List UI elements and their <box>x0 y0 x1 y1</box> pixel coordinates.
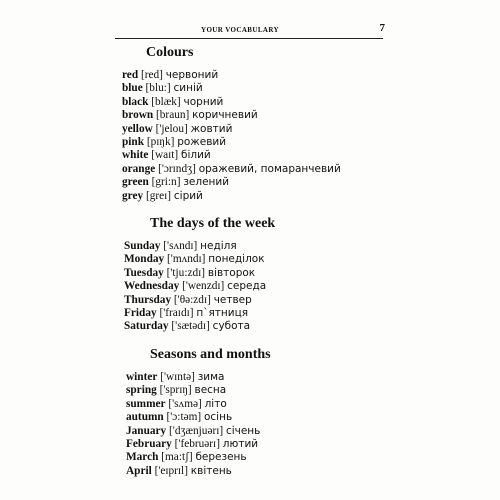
vocab-entry <box>124 307 248 320</box>
page-number: 7 <box>379 22 385 34</box>
entry-translation: рожевий <box>177 136 227 148</box>
entry-transcription: ['ɔ:təm] <box>166 411 202 424</box>
vocab-entry <box>126 371 224 384</box>
entry-transcription: [braun] <box>156 109 190 122</box>
entry-word: Friday <box>124 307 157 319</box>
vocab-entry <box>124 294 252 307</box>
entry-translation: червоний <box>165 69 219 81</box>
entry-transcription: [waɪt] <box>151 149 179 162</box>
entry-word: red <box>122 69 139 81</box>
vocab-entry <box>124 253 265 266</box>
entry-translation: синій <box>173 82 203 95</box>
entry-transcription: ['ɔrɪndʒ] <box>158 162 196 175</box>
entry-transcription: ['sprɪŋ] <box>159 384 192 397</box>
entry-translation: зима <box>197 371 225 383</box>
vocab-entry <box>122 109 258 122</box>
section-title-seasons: Seasons and months <box>150 347 271 362</box>
entry-word: winter <box>126 371 158 383</box>
entry-word: pink <box>122 136 144 148</box>
entry-word: February <box>126 438 172 450</box>
entry-word: yellow <box>122 122 153 135</box>
entry-word: black <box>122 95 149 108</box>
vocab-entry <box>122 96 223 109</box>
entry-translation: жовтий <box>190 122 233 135</box>
entry-word: grey <box>122 189 144 202</box>
entry-transcription: ['tju:zdɪ] <box>166 266 206 279</box>
entry-translation: чорний <box>183 95 224 108</box>
entry-word: March <box>126 451 159 464</box>
entry-translation: весна <box>194 384 227 397</box>
section-title-days: The days of the week <box>150 216 276 231</box>
entry-translation: оражевий, помаранчевий <box>198 162 341 175</box>
section-title-colours: Colours <box>146 45 194 60</box>
vocab-entry <box>126 398 227 411</box>
entry-transcription: ['fraɪdɪ] <box>159 307 194 319</box>
entry-transcription: [blu:] <box>145 82 171 95</box>
vocab-entry <box>126 411 232 424</box>
vocab-entry <box>122 149 211 162</box>
entry-translation: березень <box>195 451 247 464</box>
entry-word: Sunday <box>124 240 161 252</box>
entry-transcription: ['sætədɪ] <box>171 320 210 333</box>
entry-transcription: ['februərɪ] <box>174 438 220 450</box>
vocab-entry <box>122 176 229 189</box>
entry-word: blue <box>122 82 143 95</box>
entry-word: Wednesday <box>124 280 180 293</box>
entry-transcription: ['wenzdɪ] <box>182 280 225 293</box>
entry-translation: січень <box>225 424 261 437</box>
entry-translation: коричневий <box>192 109 258 122</box>
entry-translation: літо <box>204 397 227 410</box>
vocab-entry <box>126 438 258 451</box>
entry-word: Monday <box>124 253 165 266</box>
entry-translation: понеділок <box>208 253 265 266</box>
entry-translation: п`ятниця <box>196 307 249 319</box>
vocab-entry <box>122 123 232 136</box>
entry-word: autumn <box>126 411 164 424</box>
entry-translation: осінь <box>203 411 233 424</box>
entry-word: January <box>126 424 167 437</box>
vocab-entry <box>122 69 218 82</box>
vocab-entry <box>122 82 203 95</box>
entry-translation: сірий <box>173 189 203 202</box>
vocab-entry <box>124 240 237 253</box>
entry-transcription: [greɪ] <box>145 189 172 202</box>
entry-word: Tuesday <box>124 266 164 279</box>
entry-transcription: ['wɪntə] <box>160 371 195 383</box>
entry-translation: лютий <box>222 438 259 450</box>
vocab-entry <box>124 320 250 333</box>
entry-transcription: ['θə:zdɪ] <box>173 293 211 306</box>
entry-transcription: [red] <box>140 69 163 81</box>
vocab-entry <box>122 163 341 176</box>
entry-transcription: ['jelou] <box>155 122 188 135</box>
entry-transcription: ['mʌndɪ] <box>167 253 206 266</box>
entry-word: Saturday <box>124 320 169 333</box>
page-header <box>115 22 385 39</box>
entry-word: green <box>122 176 149 189</box>
entry-translation: середа <box>227 280 267 293</box>
vocab-entry <box>122 190 203 203</box>
entry-translation: субота <box>212 320 251 333</box>
entry-word: spring <box>126 384 157 397</box>
entry-transcription: [blæk] <box>151 95 181 108</box>
vocab-entry <box>124 280 266 293</box>
vocab-entry <box>124 267 255 280</box>
vocab-entry <box>126 451 247 464</box>
running-title: YOUR VOCABULARY <box>201 26 280 34</box>
entry-word: brown <box>122 109 154 122</box>
entry-word: April <box>126 464 152 477</box>
vocab-entry <box>126 425 260 438</box>
entry-transcription: ['eɪprɪl] <box>154 464 188 477</box>
entry-transcription: ['sʌmə] <box>168 397 202 410</box>
entry-transcription: [gri:n] <box>151 176 181 189</box>
entry-word: white <box>122 149 149 162</box>
entry-translation: вівторок <box>207 266 256 279</box>
vocab-entry <box>126 465 232 478</box>
entry-translation: квітень <box>190 464 232 477</box>
entry-translation: неділя <box>200 240 237 252</box>
vocab-entry <box>122 136 226 149</box>
entry-translation: четвер <box>213 293 252 306</box>
entry-word: Thursday <box>124 293 172 306</box>
entry-translation: зелений <box>183 176 230 189</box>
entry-transcription: [ma:tʃ] <box>161 451 193 464</box>
entry-transcription: ['dʒænjuərɪ] <box>169 424 224 437</box>
vocab-entry <box>126 384 226 397</box>
entry-transcription: ['sʌndɪ] <box>163 240 198 252</box>
entry-word: orange <box>122 162 156 175</box>
entry-transcription: [pɪŋk] <box>146 136 175 148</box>
entry-word: summer <box>126 397 166 410</box>
entry-translation: білий <box>181 149 211 162</box>
